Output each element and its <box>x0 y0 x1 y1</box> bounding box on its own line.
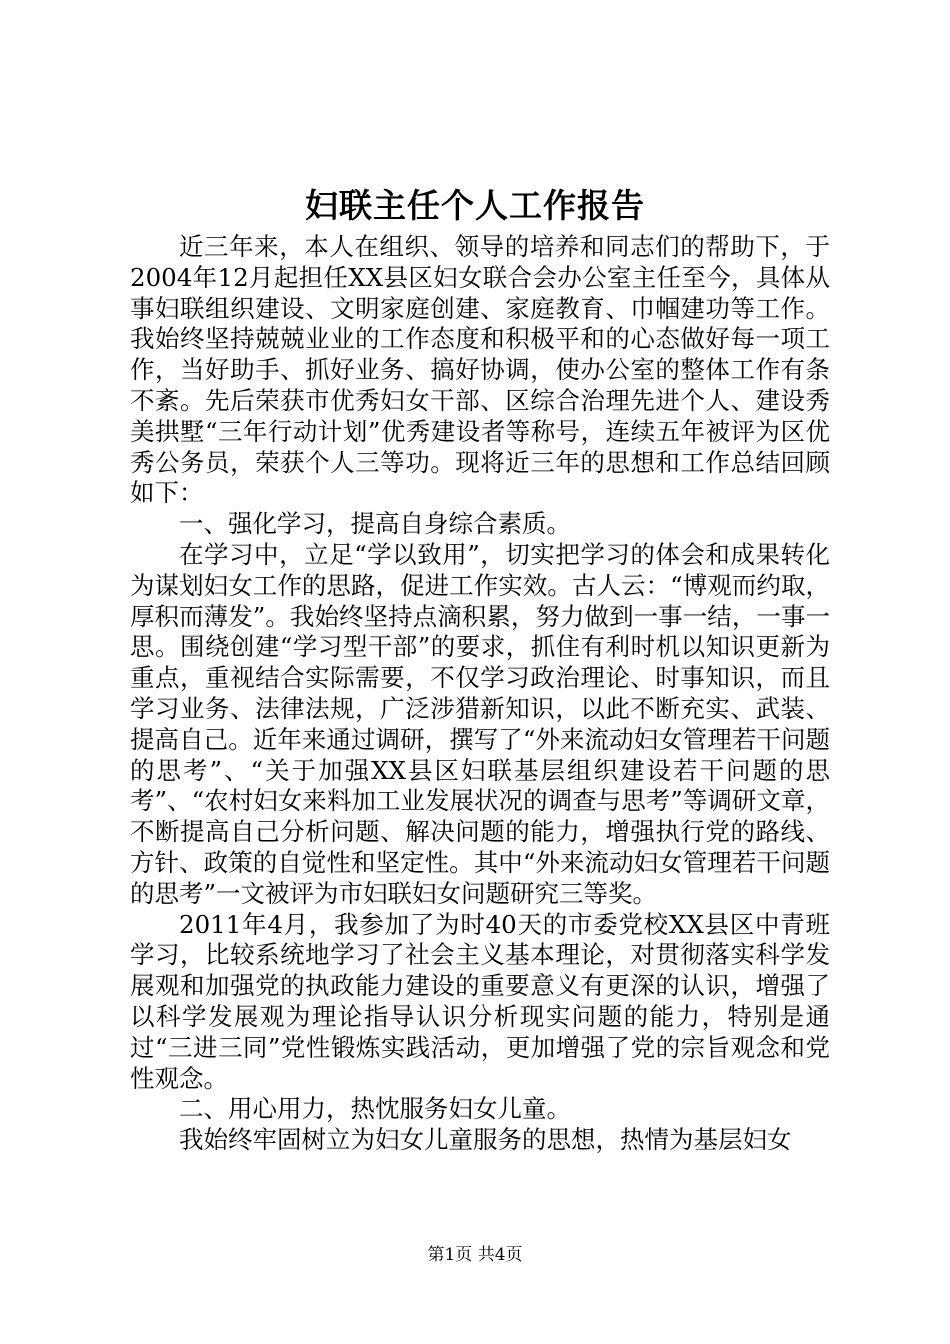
paragraph-service: 我始终牢固树立为妇女儿童服务的思想，热情为基层妇女 <box>179 1125 792 1155</box>
paragraph-intro: 近三年来，本人在组织、领导的培养和同志们的帮助下，于2004年12月起担任XX县区妇女联合会办公室主任至今，具体从事妇联组织建设、文明家庭创建、家庭教育、巾帼建功等工作。我始终坚持兢兢业业的工作态度和积极平和的心态做好每一项工作，当好助手、抓好业务、搞好协调，使办公室的整体工作有条不紊。先后荣获市优秀妇女干部、区综合治理先进个人、建设秀美拱墅“三年行动计划”优秀建设者等称号，连续五年被评为区优秀公务员，荣获个人三等功。现将近三年的思想和工作总结回顾如下： <box>130 232 830 508</box>
paragraph-study: 在学习中，立足“学以致用”，切实把学习的体会和成果转化为谋划妇女工作的思路，促进工作实效。古人云：“博观而约取，厚积而薄发”。我始终坚持点滴积累，努力做到一事一结，一事一思。围绕创建“学习型干部”的要求，抓住有利时机以知识更新为重点，重视结合实际需要，不仅学习政治理论、时事知识，而且学习业务、法律法规，广泛涉猎新知识，以此不断充实、武装、提高自己。近年来通过调研，撰写了“外来流动妇女管理若干问题的思考”、“关于加强XX县区妇联基层组织建设若干问题的思考”、“农村妇女来料加工业发展状况的调查与思考”等调研文章，不断提高自己分析问题、解决问题的能力，增强执行党的路线、方针、政策的自觉性和坚定性。其中“外来流动妇女管理若干问题的思考”一文被评为市妇联妇女问题研究三等奖。 <box>130 539 830 908</box>
section-heading-1: 一、强化学习，提高自身综合素质。 <box>179 509 571 539</box>
document-title: 妇联主任个人工作报告 <box>305 186 645 225</box>
page-number-footer: 第1页 共4页 <box>427 1245 523 1265</box>
document-body <box>130 232 830 1156</box>
paragraph-party-school: 2011年4月，我参加了为时40天的市委党校XX县区中青班学习，比较系统地学习了社会主义基本理论，对贯彻落实科学发展观和加强党的执政能力建设的重要意义有更深的认识，增强了以科学发展观为理论指导认识分析现实问题的能力，特别是通过“三进三同”党性锻炼实践活动，更加增强了党的宗旨观念和党性观念。 <box>130 909 830 1093</box>
section-heading-2: 二、用心用力，热忱服务妇女儿童。 <box>179 1094 571 1124</box>
